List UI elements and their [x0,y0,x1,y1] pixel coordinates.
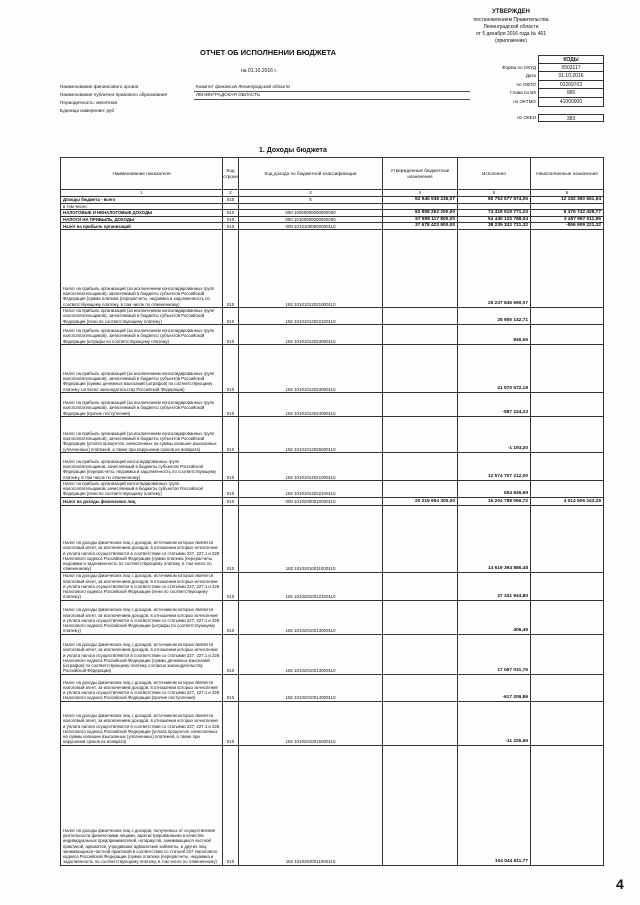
cell-line: 010 [223,324,239,344]
cell-line: 010 [223,701,239,745]
cell-executed: 406,49 [458,600,531,634]
header-executed: Исполнено [458,158,531,190]
cell-name: Налог на доходы физических лиц с доходов, источником которых является налоговый агент, за исключением доходов, в отношении которых исчисление и уплата налога осуществляются в соответствии со статьями 227, 227.1 и 228 Налогового кодекса Российской Федерации (уплата процентов, начисленных на суммы излишне взысканных (уплаченных) платежей, а также при нарушении сроков их возврата) [61,701,223,745]
cell-approved [383,572,458,600]
cell-unexecuted [531,572,604,600]
cell-kbk: 182 10101014022100110 [239,480,383,497]
approval-line: (приложение) [495,38,527,45]
code-row-okud [492,64,604,73]
cell-unexecuted [531,634,604,674]
cell-kbk: 182 10102010015000110 [239,701,383,745]
cell-name: в том числе: [61,203,223,209]
cell-line: 010 [223,216,239,223]
cell-unexecuted [531,701,604,745]
cell-name: Доходы бюджета - всего [61,197,223,204]
cell-kbk: 182 10102020011000110 [239,745,383,865]
table-row [61,324,604,344]
cell-executed: 16 204 788 056,72 [458,497,531,505]
header-line-code: Код строки [223,158,239,190]
index-cell: 3 [239,190,383,197]
cell-line: 010 [223,674,239,701]
table-row [61,745,604,865]
cell-executed: 21 570 572,18 [458,344,531,392]
table-row [61,572,604,600]
table-row [61,634,604,674]
cell-kbk: 182 10102010014000110 [239,674,383,701]
cell-approved: 92 945 938 236,07 [383,197,458,204]
cell-approved: 83 898 262 200,00 [383,209,458,216]
cell-executed: 104 044 611,77 [458,745,531,865]
table-header-row [61,158,604,190]
code-label: по ОКПО [516,81,536,87]
cell-kbk: 182 10101012023000110 [239,344,383,392]
code-value: 41000000 [538,98,604,107]
cell-executed: 25 237 846 690,07 [458,229,531,307]
income-table [60,157,604,866]
cell-approved [383,674,458,701]
index-cell: 2 [223,190,239,197]
cell-unexecuted [531,416,604,452]
table-row [61,480,604,497]
cell-unexecuted [531,452,604,480]
code-label: Глава по БК [510,90,536,96]
page-number: 4 [616,876,624,892]
cell-line: 010 [223,197,239,204]
cell-name: Налог на прибыль организаций (за исключением консолидированных групп налогоплательщиков), зачисляемый в бюджеты субъектов Российской Федерации (сумма платежа (перерасчеты, недоимка и задолженность по соответствующему платежу, в том числе по отмененному) [61,229,223,307]
cell-kbk: 000 10101000000000110 [239,223,383,230]
cell-approved [383,392,458,416]
cell-approved [383,307,458,324]
cell-executed: 80 753 577 574,06 [458,197,531,204]
cell-unexecuted [531,392,604,416]
codes-header: КОДЫ [538,55,604,64]
cell-name: Налог на прибыль организаций [61,223,223,230]
budget-underline [194,99,470,100]
cell-executed: 554 849,69 [458,480,531,497]
cell-unexecuted [531,307,604,324]
code-label: Форма по ОКУД [501,64,536,70]
cell-approved: 20 219 694 300,00 [383,497,458,505]
period-label: Периодичность: месячная [60,100,118,105]
cell-kbk: 182 10102010013000110 [239,600,383,634]
cell-kbk: 000 10000000000000000 [239,209,383,216]
cell-kbk: 000 10100000000000000 [239,216,383,223]
code-row-date [492,72,604,81]
codes-header-row [492,55,604,64]
code-label: по ОКЕИ [517,114,536,120]
cell-unexecuted: -556 909 221,32 [531,223,604,230]
codes-block [492,55,604,122]
cell-name: Налог на прибыль организаций (за исключением консолидированных групп налогоплательщиков), зачисляемый в бюджеты субъектов Российской Федерации (штрафы по соответствующему платежу) [61,324,223,344]
cell-unexecuted [531,480,604,497]
header-name: Наименование показателя [61,158,223,190]
index-cell: 6 [531,190,604,197]
approval-line: Ленинградской области [483,23,539,30]
cell-name: Налог на доходы физических лиц с доходов, источником которых является налоговый агент, за исключением доходов, в отношении которых исчисление и уплата налога осуществляются в соответствии со статьями 227, 227.1 и 228 Налогового кодекса Российской Федерации (пени по соответствующему платежу) [61,572,223,600]
code-value: 965 [538,89,604,98]
cell-executed: 25 905 142,71 [458,307,531,324]
cell-name: Налог на доходы физических лиц с доходов, источником которых является налоговый агент, за исключением доходов, в отношении которых исчисление и уплата налога осуществляются в соответствии со статьями 227, 227.1 и 228 Налогового кодекса Российской Федерации (суммы денежных взысканий (штрафов) по соответствующему платежу согласно законодательству Российской Федерации) [61,634,223,674]
index-cell: 4 [383,190,458,197]
cell-executed: 846,55 [458,324,531,344]
cell-approved [383,745,458,865]
cell-approved [383,701,458,745]
cell-unexecuted: 12 192 360 651,94 [531,197,604,204]
table-row [61,223,604,230]
cell-approved [383,480,458,497]
cell-executed: -617 206,86 [458,674,531,701]
table-row [61,701,604,745]
cell-name: Налог на доходы физических лиц с доходов, полученных от осуществления деятельности физическими лицами, зарегистрированными в качестве индивидуальных предпринимателей, нотариусов, занимающихся частной практикой, адвокатов, учредивших адвокатские кабинеты, и других лиц, занимающихся частной практикой в соответствии со статьей 227 Налогового кодекса Российской Федерации (сумма платежа (перерасчеты, недоимка и задолженность по соответствующему платежу, в том числе по отмененному) [61,745,223,865]
code-row-okei [492,114,604,123]
approval-title: УТВЕРЖДЕН [492,9,530,15]
cell-line: 010 [223,572,239,600]
header-approved: Утвержденные бюджетные назначения [383,158,458,190]
cell-kbk: 000 10102000010000110 [239,497,383,505]
cell-approved [383,229,458,307]
code-row-okpo [492,81,604,90]
cell-line: 010 [223,229,239,307]
approval-block [436,8,586,46]
cell-unexecuted: 9 479 742 428,77 [531,209,604,216]
code-value: 383 [538,114,604,123]
cell-unexecuted [531,600,604,634]
code-label: по ОКТМО [513,98,536,104]
code-value: 02269703 [538,81,604,90]
cell-kbk: X [239,197,383,204]
unit-label: Единица измерения: руб [60,108,115,113]
section-title: 1. Доходы бюджета [259,147,327,154]
budget-value: ЛЕНИНГРАДСКАЯ ОБЛАСТЬ [196,92,261,97]
table-row [61,197,604,204]
cell-executed: 54 440 120 788,04 [458,216,531,223]
cell-line: 010 [223,392,239,416]
cell-line: 010 [223,416,239,452]
table-row [61,497,604,505]
cell-approved [383,505,458,572]
cell-line: 010 [223,480,239,497]
cell-approved [383,344,458,392]
cell-line: 010 [223,745,239,865]
table-row [61,600,604,634]
cell-executed: -11 226,66 [458,701,531,745]
cell-line: 010 [223,452,239,480]
cell-kbk: 182 10102010012100110 [239,572,383,600]
cell-kbk: 182 10101012025000110 [239,416,383,452]
cell-executed: -1 193,20 [458,416,531,452]
approval-line: от 5 декабря 2016 года № 461 [475,31,547,38]
cell-line: 010 [223,505,239,572]
cell-approved [383,600,458,634]
cell-name: НАЛОГИ НА ПРИБЫЛЬ, ДОХОДЫ [61,216,223,223]
cell-unexecuted: 3 457 997 011,96 [531,216,604,223]
org-label: Наименование финансового органа [60,84,139,89]
cell-name: Налог на доходы физических лиц с доходов, источником которых является налоговый агент, за исключением доходов, в отношении которых исчисление и уплата налога осуществляются в соответствии со статьями 227, 227.1 и 228 Налогового кодекса Российской Федерации (прочие поступления) [61,674,223,701]
cell-kbk: 182 10101012024000110 [239,392,383,416]
cell-name: Налог на прибыль организаций консолидированных групп налогоплательщиков, зачисляемый в бюджеты субъектов Российской Федерации (перерасчеты, недоимка и задолженность по соответствующему платежу, в том числе по отмененному) [61,452,223,480]
cell-approved [383,452,458,480]
table-row [61,307,604,324]
cell-unexecuted [531,745,604,865]
report-date: на 01.10.2016 г. [241,68,277,74]
cell-kbk: 182 10101012021000110 [239,229,383,307]
cell-name: Налог на прибыль организаций консолидированных групп налогоплательщиков, зачисляемый в бюджеты субъектов Российской Федерации (пени по соответствующему платежу) [61,480,223,497]
table-row [61,216,604,223]
cell-kbk: 182 10101012023000110 [239,324,383,344]
cell-executed: 27 341 944,80 [458,572,531,600]
cell-name: Налог на доходы физических лиц [61,497,223,505]
approval-line: постановлением Правительства [473,16,549,23]
index-cell: 5 [458,190,531,197]
table-row [61,674,604,701]
cell-name: НАЛОГОВЫЕ И НЕНАЛОГОВЫЕ ДОХОДЫ [61,209,223,216]
code-label: Дата [525,73,536,79]
cell-kbk: 182 10101012022100110 [239,307,383,324]
cell-executed: 17 067 031,76 [458,634,531,674]
cell-kbk: 182 10102010013000110 [239,634,383,674]
table-body [61,197,604,866]
cell-executed: 14 619 394 886,48 [458,505,531,572]
cell-line: 010 [223,600,239,634]
document-title: ОТЧЕТ ОБ ИСПОЛНЕНИИ БЮДЖЕТА [200,48,337,57]
cell-kbk: 182 10101014021000110 [239,452,383,480]
cell-name: Налог на доходы физических лиц с доходов, источником которых является налоговый агент, за исключением доходов, в отношении которых исчисление и уплата налога осуществляются в соответствии со статьями 227, 227.1 и 228 Налогового кодекса Российской Федерации (сумма платежа (перерасчеты, недоимка и задолженность по соответствующему платежу, в том числе по отмененному) [61,505,223,572]
budget-label: Наименование публично-правового образования [60,92,168,97]
cell-executed: 38 235 332 721,32 [458,223,531,230]
table-row [61,505,604,572]
code-row-oktmo [492,98,604,107]
cell-executed: -587 234,23 [458,392,531,416]
cell-unexecuted [531,674,604,701]
cell-approved: 57 898 117 800,00 [383,216,458,223]
table-row [61,392,604,416]
table-row [61,452,604,480]
cell-name: Налог на прибыль организаций (за исключением консолидированных групп налогоплательщиков), зачисляемый в бюджеты субъектов Российской Федерации (прочие поступления) [61,392,223,416]
cell-unexecuted [531,505,604,572]
cell-approved [383,416,458,452]
cell-line: 010 [223,634,239,674]
header-kbk: Код дохода по бюджетной классификации [239,158,383,190]
cell-name: Налог на прибыль организаций (за исключением консолидированных групп налогоплательщиков), зачисляемый в бюджеты субъектов Российской Федерации (суммы денежных взысканий (штрафов) по соответствующему платежу согласно законодательству Российской Федерации) [61,344,223,392]
table-row [61,209,604,216]
cell-executed: 74 418 519 771,23 [458,209,531,216]
cell-line: 010 [223,209,239,216]
table-row [61,416,604,452]
cell-line: 010 [223,497,239,505]
cell-approved [383,634,458,674]
cell-line: 010 [223,344,239,392]
cell-unexecuted [531,324,604,344]
index-cell: 1 [61,190,223,197]
code-value: 0503117 [538,64,604,73]
code-value: 01.10.2016 [538,72,604,81]
cell-kbk: 182 10102010011000110 [239,505,383,572]
code-row-glava [492,89,604,98]
cell-unexecuted [531,344,604,392]
header-unexecuted: Неисполненные назначения [531,158,604,190]
cell-unexecuted: 4 014 906 243,28 [531,497,604,505]
table-row [61,229,604,307]
cell-unexecuted [531,229,604,307]
table-index-row [61,190,604,197]
cell-approved: 37 678 423 500,00 [383,223,458,230]
cell-name: Налог на прибыль организаций (за исключением консолидированных групп налогоплательщиков), зачисляемый в бюджеты субъектов Российской Федерации (пени по соответствующему платежу) [61,307,223,324]
cell-name: Налог на доходы физических лиц с доходов, источником которых является налоговый агент, за исключением доходов, в отношении которых исчисление и уплата налога осуществляются в соответствии со статьями 227, 227.1 и 228 Налогового кодекса Российской Федерации (штрафы по соответствующему платежу) [61,600,223,634]
cell-name: Налог на прибыль организаций (за исключением консолидированных групп налогоплательщиков), зачисляемый в бюджеты субъектов Российской Федерации (уплата процентов, начисленных на суммы излишне взысканных (уплаченных) платежей, а также при нарушении сроков их возврата) [61,416,223,452]
cell-approved [383,324,458,344]
org-value: Комитет финансов Ленинградской области [196,84,290,89]
cell-executed: 12 574 707 212,00 [458,452,531,480]
table-row [61,344,604,392]
cell-line: 010 [223,223,239,230]
cell-line: 010 [223,307,239,324]
